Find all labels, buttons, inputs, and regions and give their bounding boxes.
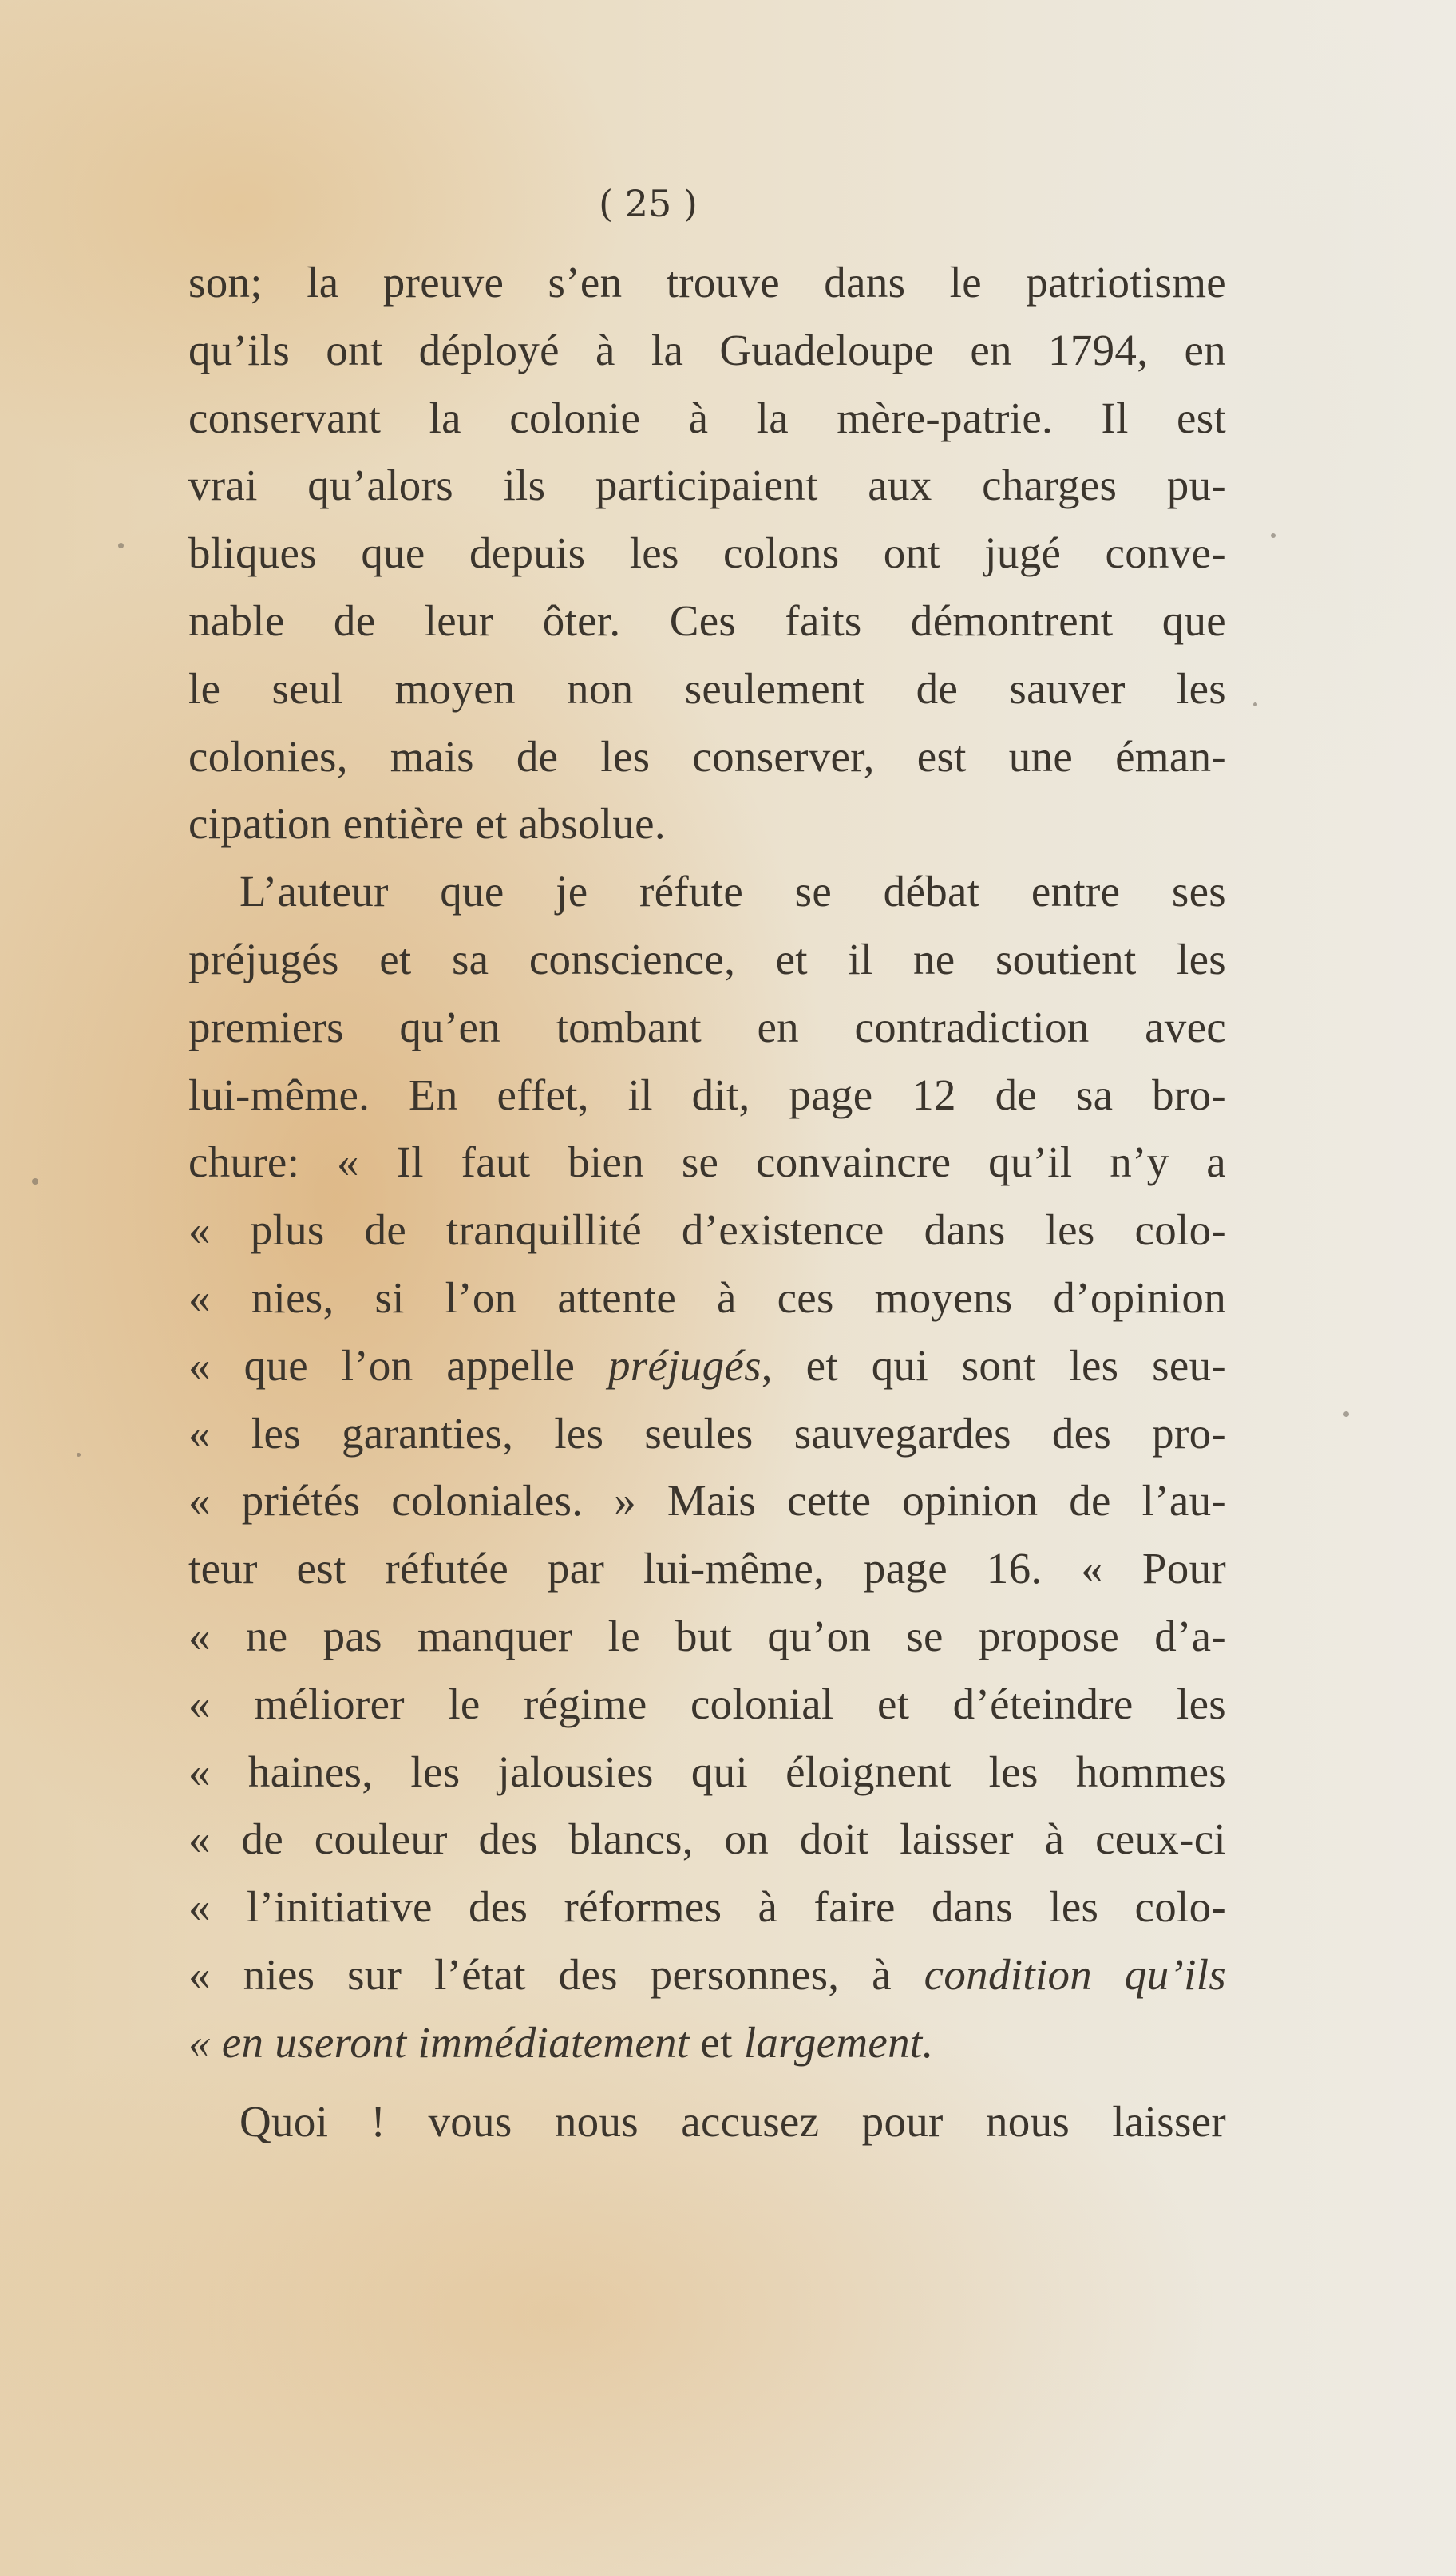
text-line-italic [188,2009,1226,2077]
text-line: teur est réfutée par lui-même, page 16. « Pour [188,1544,1226,1593]
paper-speck [77,1453,81,1457]
text-line-italic [188,1332,1226,1400]
text-segment: « nies sur l’état des personnes, à [188,1949,924,1999]
paper-speck [32,1178,38,1185]
text-line: vrai qu’alors ils participaient aux charges pu- [188,461,1226,510]
text-line: colonies, mais de les conserver, est une éman- [188,731,1226,781]
text-line: conservant la colonie à la mère-patrie. Il est [188,393,1226,442]
text-line: son; la preuve s’en trouve dans le patriotisme [188,258,1226,307]
body-text [188,249,1226,2155]
text-line: « ne pas manquer le but qu’on se propose d’a- [188,1611,1226,1660]
text-line: « priétés coloniales. » Mais cette opinion de l’au- [188,1476,1226,1525]
text-line: « nies, si l’on attente à ces moyens d’opinion [188,1272,1226,1322]
text-line: « l’initiative des réformes à faire dans les colo- [188,1882,1226,1932]
text-line: nable de leur ôter. Ces faits démontrent que [188,596,1226,645]
text-line: « plus de tranquillité d’existence dans les colo- [188,1205,1226,1255]
text-line: L’auteur que je réfute se débat entre ses [239,867,1226,916]
italic-term: préjugés [607,1340,762,1390]
paper-speck [1253,702,1257,706]
text-line: cipation entière et absolue. [188,799,666,849]
italic-phrase: largement. [743,2017,934,2067]
text-line: préjugés et sa conscience, et il ne soutient les [188,934,1226,983]
text-line: Quoi ! vous nous accusez pour nous laisser [239,2096,1226,2146]
paper-speck [1271,533,1276,538]
italic-phrase: « en useront immédiatement [188,2017,690,2067]
page-number: ( 25 ) [599,182,698,225]
text-line: premiers qu’en tombant en contradiction avec [188,1002,1226,1051]
text-line-italic [188,1941,1226,2009]
text-segment: « que l’on appelle [188,1340,608,1390]
text-line: bliques que depuis les colons ont jugé conve- [188,528,1226,578]
italic-phrase: condition qu’ils [924,1949,1226,1999]
text-line: « de couleur des blancs, on doit laisser à ceux-ci [188,1814,1226,1864]
text-line: « les garanties, les seules sauvegardes des pro- [188,1408,1226,1458]
paper-speck [118,543,124,548]
text-segment: , et qui sont les seu- [761,1340,1226,1390]
text-line: chure: « Il faut bien se convaincre qu’il n’y a [188,1138,1226,1187]
paper-speck [1343,1411,1349,1417]
text-line: « haines, les jalousies qui éloignent les hommes [188,1747,1226,1796]
text-segment: et [689,2017,744,2067]
text-line: le seul moyen non seulement de sauver les [188,663,1226,713]
text-line: lui-même. En effet, il dit, page 12 de sa bro- [188,1070,1226,1119]
text-line: « méliorer le régime colonial et d’éteindre les [188,1679,1226,1728]
text-line: qu’ils ont déployé à la Guadeloupe en 1794, en [188,325,1226,374]
